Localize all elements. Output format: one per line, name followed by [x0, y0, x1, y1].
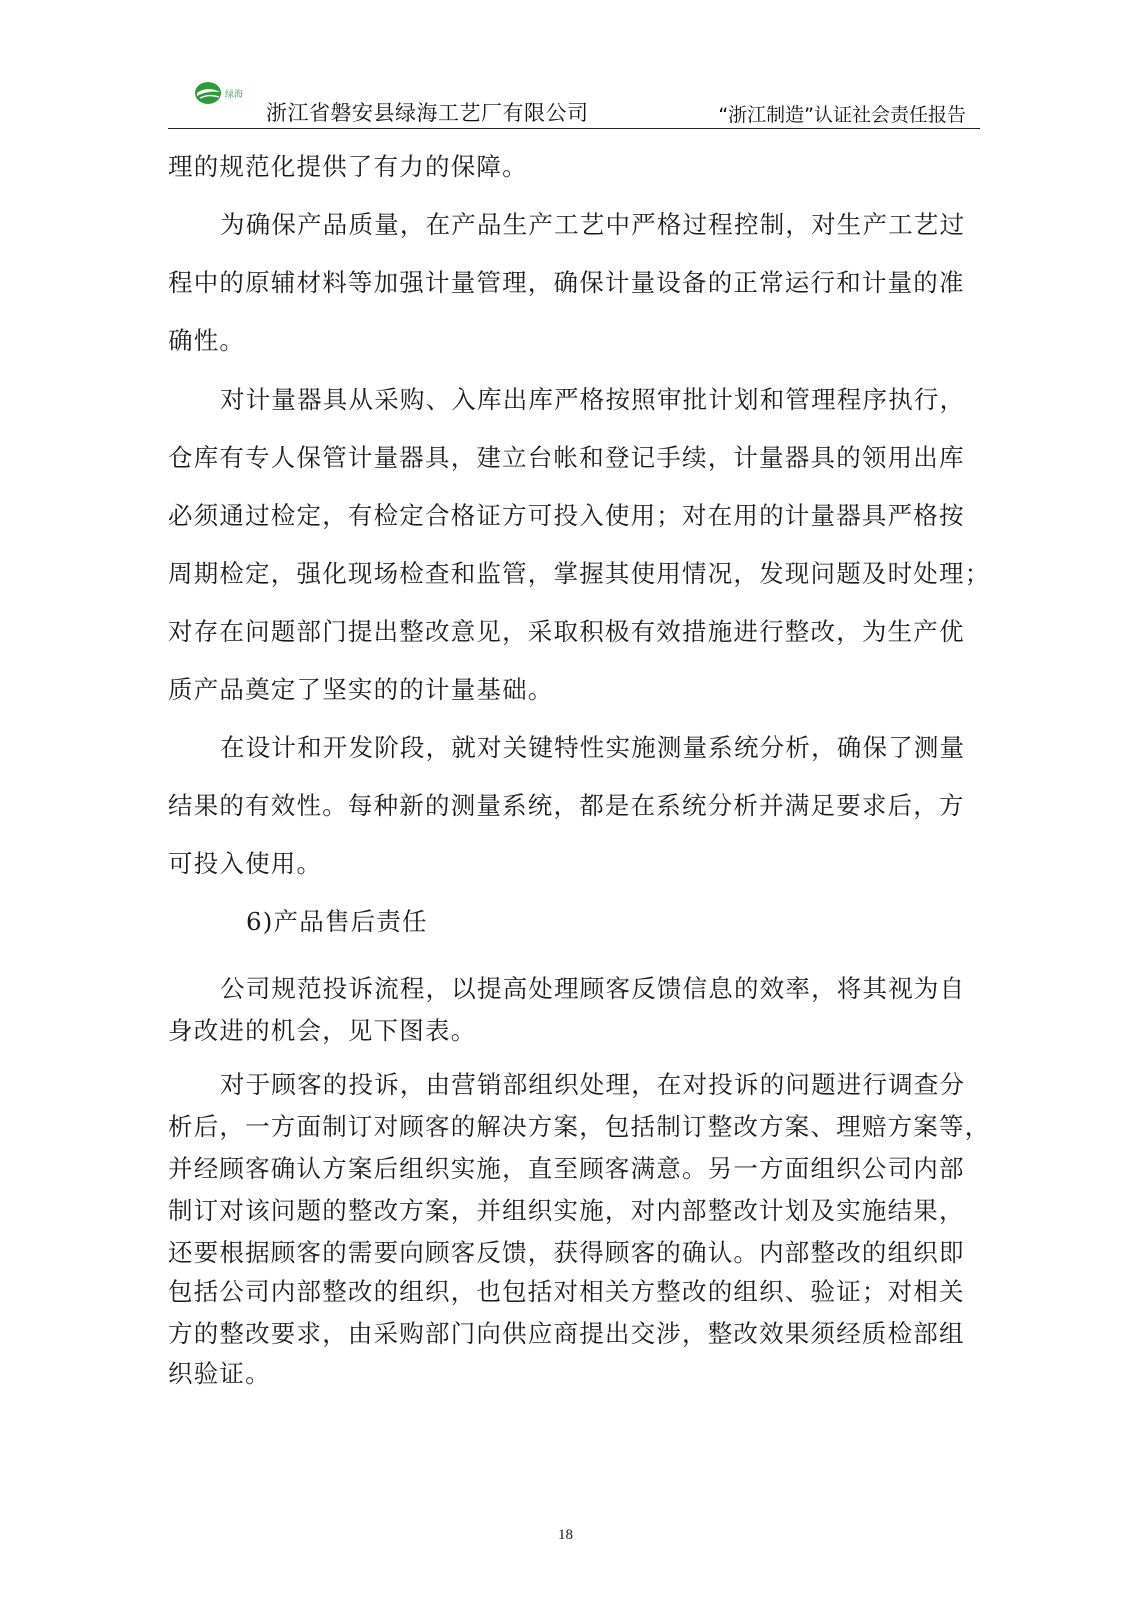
text-line: 必须通过检定，有检定合格证方可投入使用；对在用的计量器具严格按: [168, 501, 965, 530]
text-line: 周期检定，强化现场检查和监管，掌握其使用情况，发现问题及时处理；: [168, 559, 991, 588]
page-header: [168, 70, 980, 130]
paragraph-first-line: 公司规范投诉流程，以提高处理顾客反馈信息的效率，将其视为自: [220, 974, 966, 1003]
text-line: 理的规范化提供了有力的保障。: [168, 152, 528, 181]
text-line: 可投入使用。: [168, 849, 323, 878]
text-line: 质产品奠定了坚实的的计量基础。: [168, 675, 554, 704]
text-line: 结果的有效性。每种新的测量系统，都是在系统分析并满足要求后，方: [168, 791, 965, 820]
text-line: 并经顾客确认方案后组织实施，直至顾客满意。另一方面组织公司内部: [168, 1154, 965, 1183]
text-line: 仓库有专人保管计量器具，建立台帐和登记手续，计量器具的领用出库: [168, 443, 965, 472]
page-number: 18: [558, 1527, 573, 1543]
logo-text: 绿海: [225, 90, 244, 100]
leaf-logo-icon: [194, 78, 250, 112]
report-title: “浙江制造”认证社会责任报告: [718, 104, 966, 126]
section-heading: 6)产品售后责任: [246, 907, 428, 936]
text-line: 包括公司内部整改的组织，也包括对相关方整改的组织、验证；对相关: [168, 1277, 965, 1306]
paragraph-first-line: 在设计和开发阶段，就对关键特性实施测量系统分析，确保了测量: [220, 733, 966, 762]
text-line: 确性。: [168, 326, 246, 355]
text-line: 对存在问题部门提出整改意见，采取积极有效措施进行整改，为生产优: [168, 617, 965, 646]
header-divider: [168, 128, 980, 129]
text-line: 身改进的机会，见下图表。: [168, 1016, 477, 1045]
text-line: 程中的原辅材料等加强计量管理，确保计量设备的正常运行和计量的准: [168, 268, 965, 297]
text-line: 方的整改要求，由采购部门向供应商提出交涉，整改效果须经质检部组: [168, 1319, 965, 1348]
text-line: 织验证。: [168, 1359, 271, 1388]
paragraph-first-line: 为确保产品质量，在产品生产工艺中严格过程控制，对生产工艺过: [220, 210, 966, 239]
company-name: 浙江省磐安县绿海工艺厂有限公司: [266, 101, 589, 125]
text-line: 析后，一方面制订对顾客的解决方案，包括制订整改方案、理赔方案等，: [168, 1112, 991, 1141]
paragraph-first-line: 对计量器具从采购、入库出库严格按照审批计划和管理程序执行，: [220, 385, 966, 414]
paragraph-first-line: 对于顾客的投诉，由营销部组织处理，在对投诉的问题进行调查分: [220, 1070, 966, 1099]
company-logo: [194, 78, 250, 112]
text-line: 制订对该问题的整改方案，并组织实施，对内部整改计划及实施结果，: [168, 1196, 965, 1225]
text-line: 还要根据顾客的需要向顾客反馈，获得顾客的确认。内部整改的组织即: [168, 1238, 965, 1267]
